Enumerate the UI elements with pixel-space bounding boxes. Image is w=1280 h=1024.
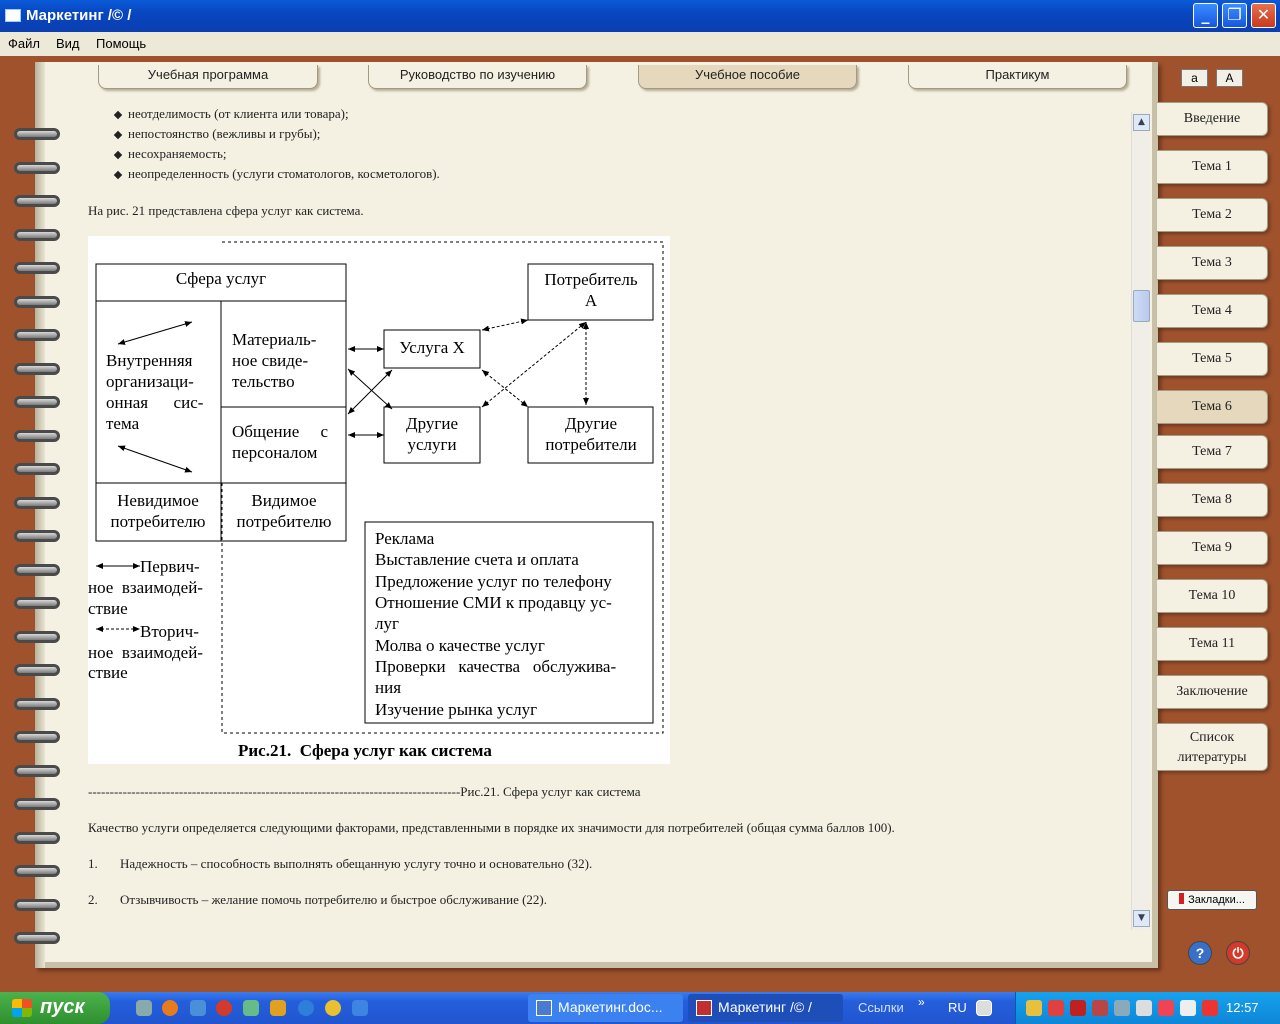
material-line: тельство xyxy=(232,372,295,391)
consumer-a-line: А xyxy=(584,291,598,310)
tray-icon[interactable] xyxy=(1136,1000,1152,1016)
menu-help[interactable]: Помощь xyxy=(96,36,147,51)
title-bar[interactable] xyxy=(0,0,1280,32)
links-toolbar[interactable]: Ссылки xyxy=(858,1000,904,1015)
tray-icon[interactable] xyxy=(1026,1000,1042,1016)
quicklaunch-icon[interactable] xyxy=(270,1000,286,1016)
task-marketing-app[interactable]: Маркетинг /© / xyxy=(688,994,843,1022)
quicklaunch-icon[interactable] xyxy=(190,1000,206,1016)
consumer-a-line: Потребитель xyxy=(544,270,638,289)
language-indicator[interactable]: RU xyxy=(948,1000,967,1015)
staff-line: персоналом xyxy=(232,443,318,462)
list-box-line: ния xyxy=(375,678,402,697)
app-icon xyxy=(696,1000,712,1016)
material-line: ное свиде- xyxy=(232,351,309,370)
arrow xyxy=(482,322,586,407)
start-button[interactable]: пуск xyxy=(0,992,110,1024)
legend-secondary-line: Вторич- xyxy=(140,622,199,641)
other-consumers-line: Другие xyxy=(565,414,617,433)
figure-service-system xyxy=(88,236,670,764)
maximize-button[interactable]: ❐ xyxy=(1222,3,1247,28)
side-tab-topic-2[interactable]: Тема 2 xyxy=(1157,198,1268,232)
bookmarks-button[interactable]: Закладки... xyxy=(1167,890,1257,910)
spiral-ring xyxy=(14,430,60,442)
internal-line: организаци- xyxy=(106,372,194,391)
spiral-ring xyxy=(14,798,60,810)
tab-curriculum[interactable]: Учебная программа xyxy=(98,65,318,89)
spiral-ring xyxy=(14,932,60,944)
tab-workshop[interactable]: Практикум xyxy=(908,65,1127,89)
side-tab-topic-11[interactable]: Тема 11 xyxy=(1157,627,1268,661)
side-tab-topic-3[interactable]: Тема 3 xyxy=(1157,246,1268,280)
keyboard-icon[interactable] xyxy=(976,1000,992,1016)
internal-line: тема xyxy=(106,414,140,433)
spiral-ring xyxy=(14,832,60,844)
internal-box xyxy=(96,301,221,483)
tray-icon[interactable] xyxy=(1048,1000,1064,1016)
legend-primary-line: ствие xyxy=(88,599,128,618)
firefox-icon[interactable] xyxy=(162,1000,178,1016)
app-icon xyxy=(5,9,21,22)
window-title: Маркетинг /© / xyxy=(26,7,132,24)
legend-secondary-line: ствие xyxy=(88,663,128,682)
bookmark-icon xyxy=(1179,893,1184,904)
menu-view[interactable]: Вид xyxy=(56,36,80,51)
links-chevron-icon[interactable]: » xyxy=(918,995,925,1009)
spiral-ring xyxy=(14,463,60,475)
tab-study-guide[interactable]: Руководство по изучению xyxy=(368,65,587,89)
spiral-ring xyxy=(14,195,60,207)
tray-icon[interactable] xyxy=(1180,1000,1196,1016)
other-services-line: Другие xyxy=(406,414,458,433)
yandex-icon[interactable] xyxy=(1202,1000,1218,1016)
list-item: несохраняемость; xyxy=(88,146,1128,166)
arrow xyxy=(118,322,192,344)
tray-icon[interactable] xyxy=(1114,1000,1130,1016)
side-tab-references[interactable]: Список литературы xyxy=(1157,723,1268,771)
arrow xyxy=(118,446,192,472)
quicklaunch-icon[interactable] xyxy=(352,1000,368,1016)
side-tab-topic-4[interactable]: Тема 4 xyxy=(1157,294,1268,328)
spiral-ring xyxy=(14,162,60,174)
spiral-ring xyxy=(14,564,60,576)
list-box-line: Реклама xyxy=(375,529,435,548)
visible-line: потребителю xyxy=(236,512,332,531)
list-item: неотделимость (от клиента или товара); xyxy=(88,106,1128,126)
volume-icon[interactable] xyxy=(1092,1000,1108,1016)
invisible-line: потребителю xyxy=(110,512,206,531)
kaspersky-icon[interactable] xyxy=(1070,1000,1086,1016)
internal-line: Внутренняя xyxy=(106,351,193,370)
list-box-line: Выставление счета и оплата xyxy=(375,550,579,569)
spiral-ring xyxy=(14,396,60,408)
scroll-up-icon[interactable]: ▲ xyxy=(1133,114,1150,131)
side-tab-topic-7[interactable]: Тема 7 xyxy=(1157,435,1268,469)
list-item xyxy=(88,892,548,908)
exit-button[interactable]: ⏻ xyxy=(1226,941,1250,965)
vertical-scrollbar[interactable] xyxy=(1131,112,1150,930)
list-item: непостоянство (вежливы и грубы); xyxy=(88,126,1128,146)
sphere-label: Сфера услуг xyxy=(175,269,267,288)
minimize-button[interactable]: _ xyxy=(1193,3,1218,28)
staff-line: Общение с xyxy=(232,422,329,441)
visible-line: Видимое xyxy=(251,491,317,510)
diagram xyxy=(88,236,670,764)
spiral-ring xyxy=(14,597,60,609)
side-tab-topic-8[interactable]: Тема 8 xyxy=(1157,483,1268,517)
figure-caption: Рис.21. Сфера услуг как система xyxy=(238,741,492,760)
font-large-button[interactable]: A xyxy=(1216,69,1243,87)
internal-line: онная сис- xyxy=(106,393,204,412)
list-box-line: Проверки качества обслужива- xyxy=(375,657,617,676)
list-text: Отзывчивость – желание помочь потребителю и быстрое обслуживание (22). xyxy=(120,892,548,907)
task-word-document[interactable]: Маркетинг.doc... xyxy=(528,994,683,1022)
font-small-button[interactable]: a xyxy=(1181,69,1208,87)
list-box-line: Предложение услуг по телефону xyxy=(375,572,612,591)
list-number: 1. xyxy=(88,856,98,871)
scroll-down-icon[interactable]: ▼ xyxy=(1133,910,1150,927)
chrome-icon[interactable] xyxy=(325,1000,341,1016)
arrow xyxy=(482,320,528,330)
spiral-ring xyxy=(14,698,60,710)
legend-secondary-line: ное взаимодей- xyxy=(88,643,203,662)
quicklaunch-icon[interactable] xyxy=(136,1000,152,1016)
list-box-line: луг xyxy=(375,614,399,633)
list-item xyxy=(88,856,593,872)
list-item: неопределенность (услуги стоматологов, косметологов). xyxy=(88,166,1128,186)
intro-paragraph: На рис. 21 представлена сфера услуг как система. xyxy=(88,203,364,218)
side-tab-topic-9[interactable]: Тема 9 xyxy=(1157,531,1268,565)
help-button[interactable]: ? xyxy=(1188,941,1212,965)
spiral-ring xyxy=(14,865,60,877)
side-tab-topic-1[interactable]: Тема 1 xyxy=(1157,150,1268,184)
windows-logo-icon xyxy=(12,999,32,1017)
spiral-ring xyxy=(14,765,60,777)
legend-primary-line: ное взаимодей- xyxy=(88,578,203,597)
ie-icon[interactable] xyxy=(298,1000,314,1016)
side-tab-topic-6[interactable]: Тема 6 xyxy=(1157,390,1268,424)
spiral-ring xyxy=(14,497,60,509)
other-consumers-line: потребители xyxy=(545,435,637,454)
spiral-ring xyxy=(14,363,60,375)
figure-caption-line: --------------------------------------------------------------------------------------Рис.21. Сфера услуг как система xyxy=(88,784,641,799)
spiral-ring xyxy=(14,530,60,542)
spiral-ring xyxy=(14,229,60,241)
spiral-ring xyxy=(14,262,60,274)
side-tab-topic-5[interactable]: Тема 5 xyxy=(1157,342,1268,376)
bullet-list xyxy=(88,106,1128,186)
spiral-ring xyxy=(14,128,60,140)
side-tab-topic-10[interactable]: Тема 10 xyxy=(1157,579,1268,613)
quicklaunch-icon[interactable] xyxy=(243,1000,259,1016)
clock: 12:57 xyxy=(1226,1000,1259,1015)
list-box-line: Изучение рынка услуг xyxy=(375,700,538,719)
tab-textbook[interactable]: Учебное пособие xyxy=(638,65,857,89)
taskbar xyxy=(0,992,1280,1024)
list-text: Надежность – способность выполнять обещанную услугу точно и основательно (32). xyxy=(120,856,593,871)
side-tab-conclusion[interactable]: Заключение xyxy=(1157,675,1268,709)
spiral-ring xyxy=(14,631,60,643)
invisible-line: Невидимое xyxy=(117,491,199,510)
list-box-line: Отношение СМИ к продавцу ус- xyxy=(375,593,612,612)
legend-primary-line: Первич- xyxy=(140,557,200,576)
arrow xyxy=(348,369,392,409)
menu-bar xyxy=(0,32,1280,56)
spiral-ring xyxy=(14,296,60,308)
material-line: Материаль- xyxy=(232,330,317,349)
spiral-ring xyxy=(14,329,60,341)
service-x-label: Услуга X xyxy=(399,338,465,357)
menu-file[interactable]: Файл xyxy=(8,36,40,51)
opera-icon[interactable] xyxy=(216,1000,232,1016)
list-box-line: Молва о качестве услуг xyxy=(375,636,545,655)
spiral-ring xyxy=(14,664,60,676)
list-number: 2. xyxy=(88,892,98,907)
side-tab-intro[interactable]: Введение xyxy=(1157,102,1268,136)
spiral-ring xyxy=(14,731,60,743)
other-services-line: услуги xyxy=(407,435,457,454)
quality-paragraph: Качество услуги определяется следующими факторами, представленными в порядке их значимости для потребителей (общая сумма баллов 100). xyxy=(88,820,895,835)
scroll-thumb[interactable] xyxy=(1133,290,1150,322)
spiral-ring xyxy=(14,899,60,911)
word-icon xyxy=(536,1000,552,1016)
tray-icon[interactable] xyxy=(1158,1000,1174,1016)
close-button[interactable]: ✕ xyxy=(1251,3,1276,28)
